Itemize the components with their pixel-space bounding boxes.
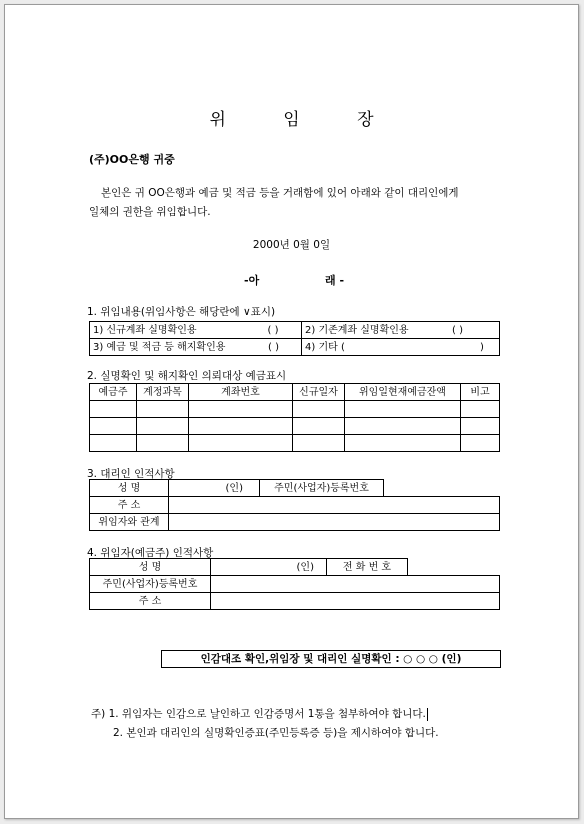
table-cell[interactable] [90,435,137,452]
agent-seal: (인) [225,482,243,494]
table-cell[interactable] [189,435,293,452]
delegator-name-field[interactable] [211,559,327,576]
delegator-seal: (인) [296,561,314,573]
text-caret [427,708,428,721]
table-cell[interactable] [461,435,500,452]
option-4-close: ) [480,341,484,353]
option-1-label: 1) 신규계좌 실명확인용 [93,324,197,336]
delegator-idno-field[interactable] [211,576,500,593]
column-header: 비고 [461,384,500,401]
option-2-label: 2) 기존계좌 실명확인용 [305,324,409,336]
body-line-1: 본인은 귀 OO은행과 예금 및 적금 등을 거래함에 있어 아래와 같이 대리인에게 [101,187,459,199]
delegator-phone-label: 전 화 번 호 [327,559,408,576]
table-cell[interactable] [90,401,137,418]
ahrae-right: 래 - [325,274,345,287]
note-1-text: 주) 1. 위임자는 인감으로 날인하고 인감증명서 1통을 첨부하여야 합니다. [91,708,426,720]
column-header: 신규일자 [293,384,345,401]
delegator-info-block [89,558,499,612]
delegator-address-label: 주 소 [90,593,211,610]
table-cell[interactable] [90,418,137,435]
deposit-table [89,383,500,452]
table-cell[interactable] [189,401,293,418]
column-header: 계정과목 [137,384,189,401]
addressee: (주)OO은행 귀중 [89,153,175,166]
section1-heading: 1. 위임내용(위임사항은 해당란에 ∨표시) [87,306,276,318]
option-1-checkbox[interactable]: ( ) [267,324,279,336]
agent-address-field[interactable] [169,497,500,514]
delegator-address-field[interactable] [211,593,500,610]
option-3-label: 3) 예금 및 적금 등 해지확인용 [93,341,226,353]
table-cell[interactable] [293,401,345,418]
table-cell[interactable] [137,401,189,418]
section4-heading: 4. 위임자(예금주) 인적사항 [87,547,214,559]
option-2-cell[interactable] [302,322,500,339]
column-header: 위임일현재예금잔액 [345,384,461,401]
section3-heading: 3. 대리인 인적사항 [87,468,175,480]
table-cell[interactable] [461,401,500,418]
column-header: 예금주 [90,384,137,401]
delegator-idno-label: 주민(사업자)등록번호 [90,576,211,593]
delegator-name-row [89,558,408,576]
agent-idno-label: 주민(사업자)등록번호 [260,480,384,497]
document-page [4,4,579,819]
option-3-checkbox[interactable]: ( ) [268,341,279,353]
table-cell[interactable] [345,401,461,418]
note-1 [91,706,428,721]
table-cell[interactable] [137,435,189,452]
option-2-checkbox[interactable]: ( ) [452,324,463,336]
agent-name-label: 성 명 [90,480,169,497]
agent-address-label: 주 소 [90,497,169,514]
section2-heading: 2. 실명확인 및 해지확인 의뢰대상 예금표시 [87,370,287,382]
table-cell[interactable] [345,435,461,452]
agent-name-field[interactable] [169,480,260,497]
table-cell[interactable] [293,418,345,435]
delegator-name-label: 성 명 [90,559,211,576]
agent-name-row [89,479,384,497]
table-cell[interactable] [345,418,461,435]
option-4-label: 4) 기타 ( [305,341,345,353]
delegator-detail-table [89,575,500,610]
option-1-cell[interactable] [90,322,302,339]
ahrae-left: -아 [244,274,260,287]
document-title: 위 임 장 [209,110,400,130]
agent-detail-table [89,496,500,531]
agent-info-block [89,479,499,533]
table-row [90,435,500,452]
column-header: 계좌번호 [189,384,293,401]
agent-relation-label: 위임자와 관계 [90,514,169,531]
agent-relation-field[interactable] [169,514,500,531]
option-3-cell[interactable] [90,339,302,356]
note-2: 2. 본인과 대리인의 실명확인증표(주민등록증 등)을 제시하여야 합니다. [113,727,439,739]
table-row [90,401,500,418]
document-date: 2000년 0월 0일 [252,239,331,251]
confirmation-box: 인감대조 확인,위임장 및 대리인 실명확인 : ○ ○ ○ (인) [161,650,501,668]
table-row [90,418,500,435]
delegation-options-table [89,321,500,356]
table-cell[interactable] [293,435,345,452]
table-cell[interactable] [461,418,500,435]
table-cell[interactable] [189,418,293,435]
table-cell[interactable] [137,418,189,435]
option-4-cell[interactable] [302,339,500,356]
body-line-2: 일체의 권한을 위임합니다. [89,206,211,218]
